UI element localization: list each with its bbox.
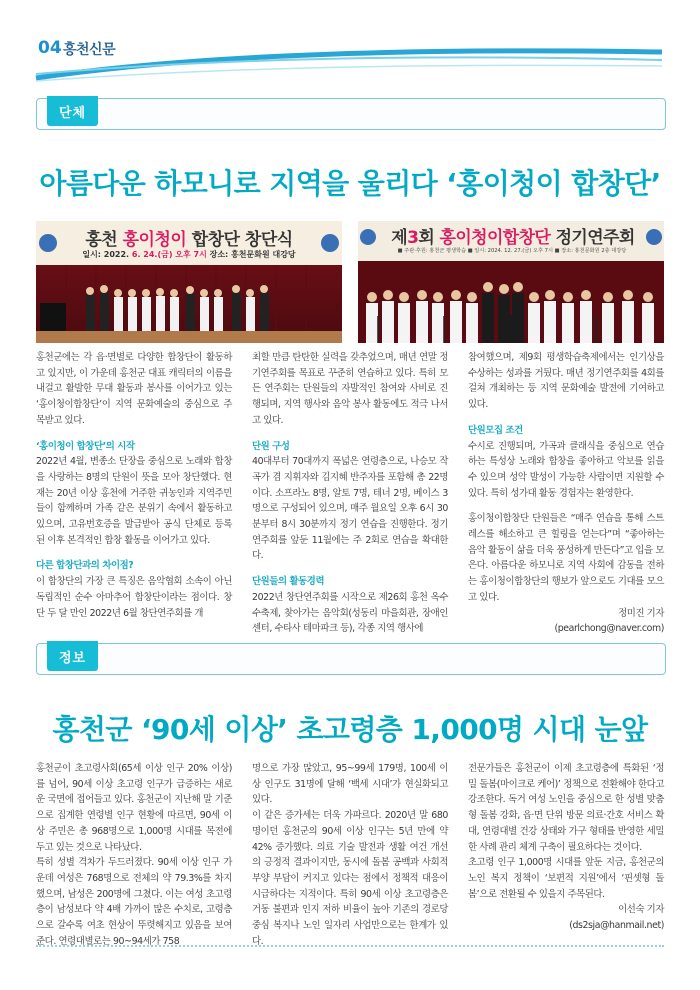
photo-founding-ceremony: [36, 221, 342, 343]
subheading: 단원들의 활동경력: [252, 576, 325, 588]
subheading: 단원모집 조건: [468, 424, 523, 436]
article-column-2: [252, 350, 448, 637]
photo-regular-concert: [358, 221, 664, 343]
subheading: 다른 합창단과의 차이점?: [36, 560, 134, 572]
article-column-1: [36, 350, 232, 621]
header-swoosh: [0, 44, 700, 84]
photo-banner-info: 일시: 2022. 6. 24.(금) 오후 7시 장소: 홍천문화원 대강당: [82, 250, 296, 259]
paragraph: 2022년 창단연주회를 시작으로 제26회 홍천 옥수수축제, 찾아가는 음악회(성동리 마을회관, 장애인센터, 수타사 테마파크 등), 각종 지역 행사에: [252, 591, 448, 635]
article-column-3: [468, 350, 664, 637]
paragraph: 전문가들은 홍천군이 이제 초고령층에 특화된 ‘정밀 돌봄(마이크로 케어)’ 정책으로 전환해야 한다고 강조한다. 독거 여성 노인을 중심으로 한 성별 맞춤형 돌봄 강화, 읍·면 단위 방문 의료·간호 서비스 확대, 연령대별 건강 상태와 가구 형태를 반영한 세밀한 사례 관리 체계 구축이 필요하다는 것이다. 초고령 인구 1,000명 시대를 앞둔 지금, 홍천군의 노인 복지 정책이 ‘보편적 지원’에서 ‘핀셋형 돌봄’으로 전환될 수 있을지 주목된다.: [468, 763, 664, 900]
paragraph: 40대부터 70대까지 폭넓은 연령층으로, 나승모 작곡가 겸 지휘자와 김지혜 반주자를 포함해 총 22명이다. 소프라노 8명, 알토 7명, 테너 2명, 베이스 3명으로 구성되어 있으며, 매주 월요일 오후 6시 30분부터 8시 30분까지 정기 연습을 진행한다. 정기연주회를 앞둔 11월에는 주 2회로 연습을 확대한다.: [252, 456, 448, 562]
article-column-2: 명으로 가장 많았고, 95~99세 179명, 100세 이상 인구도 31명에 달해 ‘백세 시대’가 현실화되고 있다. 이 같은 증가세는 더욱 가파르다. 2020년 말 680명이던 홍천군의 90세 이상 인구는 5년 만에 약 42% 증가했다. 의료 기술 발전과 생활 여건 개선의 긍정적 결과이지만, 동시에 돌봄 공백과 사회적 부양 부담이 커지고 있다는 점에서 정책적 대응이 시급하다는 지적이다. 특히 90세 이상 초고령층은 거동 불편과 인지 저하 비율이 높아 기존의 경로당 중심 복지나 노인 일자리 사업만으로는 한계가 있다.: [252, 763, 448, 947]
paragraph: 최할 만큼 탄탄한 실력을 갖추었으며, 매년 연말 정기연주회를 목표로 꾸준히 연습하고 있다. 특히 모든 연주회는 단원들의 자발적인 참여와 사비로 진행되며, 지역 행사와 음악 봉사 활동에도 적극 나서고 있다.: [252, 352, 448, 426]
author-name: 정미진 기자: [618, 607, 664, 619]
author-name: 이선숙 기자: [618, 904, 664, 916]
article-column-3: [468, 761, 664, 934]
headline: 아름다운 하모니로 지역을 울리다 ‘홍이청이 합창단’: [39, 167, 661, 200]
paragraph: 이 합창단의 가장 큰 특징은 음악협회 소속이 아닌 독립적인 순수 아마추어 합창단이라는 점이다. 창단 두 달 만인 2022년 6월 창단연주회를 개: [36, 576, 232, 619]
headline: 홍천군 ‘90세 이상’ 초고령층 1,000명 시대 눈앞: [52, 713, 648, 746]
article-column-1: 홍천군이 초고령사회(65세 이상 인구 20% 이상)를 넘어, 90세 이상 초고령 인구가 급증하는 새로운 국면에 접어들고 있다. 홍천군이 지난해 말 기준으로 집계한 연령별 인구 현황에 따르면, 90세 이상 주민은 총 968명으로 1,000명 시대를 목전에 두고 있는 것으로 나타났다. 특히 성별 격차가 두드러졌다. 90세 이상 인구 가운데 여성은 768명으로 전체의 약 79.3%를 차지했으며, 남성은 200명에 그쳤다. 이는 여성 초고령층이 남성보다 약 4배 가까이 많은 수치로, 고령층으로 갈수록 여초 현상이 뚜렷해지고 있음을 보여준다. 연령대별로는 90~94세가 758: [36, 763, 232, 947]
paragraph: 수시로 진행되며, 가곡과 클래식을 중심으로 연습하는 특성상 노래와 합창을 좋아하고 악보를 읽을 수 있으며 성악 발성이 가능한 사람이면 지원할 수 있다. 특히 성가대 활동 경험자는 환영한다.: [468, 440, 664, 499]
page-number: 04: [38, 38, 62, 58]
section-header-box: [36, 98, 666, 130]
bottom-divider: [36, 945, 664, 947]
subheading: ‘홍이청이 합창단’의 시작: [36, 440, 135, 452]
photo-banner-title: 홍천 홍이청이 합창단 창단식: [85, 230, 293, 250]
author-email: (pearlchong@naver.com): [554, 623, 664, 635]
photo-banner-title: 제3회 홍이청이합창단 정기연주회: [391, 228, 635, 248]
subheading: 단원 구성: [252, 440, 290, 452]
paragraph: 2022년 4월, 변종소 단장을 중심으로 노래와 합창을 사랑하는 8명의 단원이 뜻을 모아 창단했다. 현재는 20년 이상 홍천에 거주한 귀농인과 지역주민들이 함께하며 가족 같은 분위기 속에서 활동하고 있으며, 고유번호증을 발급받아 공식 단체로 등록된 이후 본격적인 합창 활동을 이어가고 있다.: [36, 456, 232, 546]
paragraph: 홍이청이합창단 단원들은 “매주 연습을 통해 스트레스를 해소하고 큰 힐링을 얻는다”며 “좋아하는 음악 활동이 삶을 더욱 풍성하게 만든다”고 입을 모은다. 아름다운 하모니로 지역 사회에 감동을 전하는 홍이청이합창단의 행보가 앞으로도 기대를 모으고 있다.: [468, 513, 664, 603]
section-tag: 정보: [47, 641, 98, 671]
intro-paragraph: 홍천군에는 각 읍·면별로 다양한 합창단이 활동하고 있지만, 이 가운데 홍천군 대표 캐릭터의 이름을 내걸고 활발한 무대 활동과 봉사를 이어가고 있는 ‘홍이청이합창단’이 지역 문화예술의 중심으로 주목받고 있다.: [36, 352, 232, 426]
publication-name: 홍천신문: [63, 42, 116, 58]
section-header-box: [36, 643, 666, 675]
section-tag: 단체: [47, 96, 98, 126]
author-email: (ds2sja@hanmail.net): [569, 920, 664, 932]
paragraph: 참여했으며, 제9회 평생학습축제에서는 인기상을 수상하는 성과를 거뒀다. 매년 정기연주회를 4회를 걸쳐 개최하는 등 지역 문화예술 발전에 기여하고 있다.: [468, 352, 664, 411]
photo-banner-info: ■ 주관·후원: 홍천군 평생학습 ■ 일시: 2024. 12. 27.(금) 오후 7시 ■ 장소: 홍천문화원 2층 대강당: [397, 248, 627, 254]
